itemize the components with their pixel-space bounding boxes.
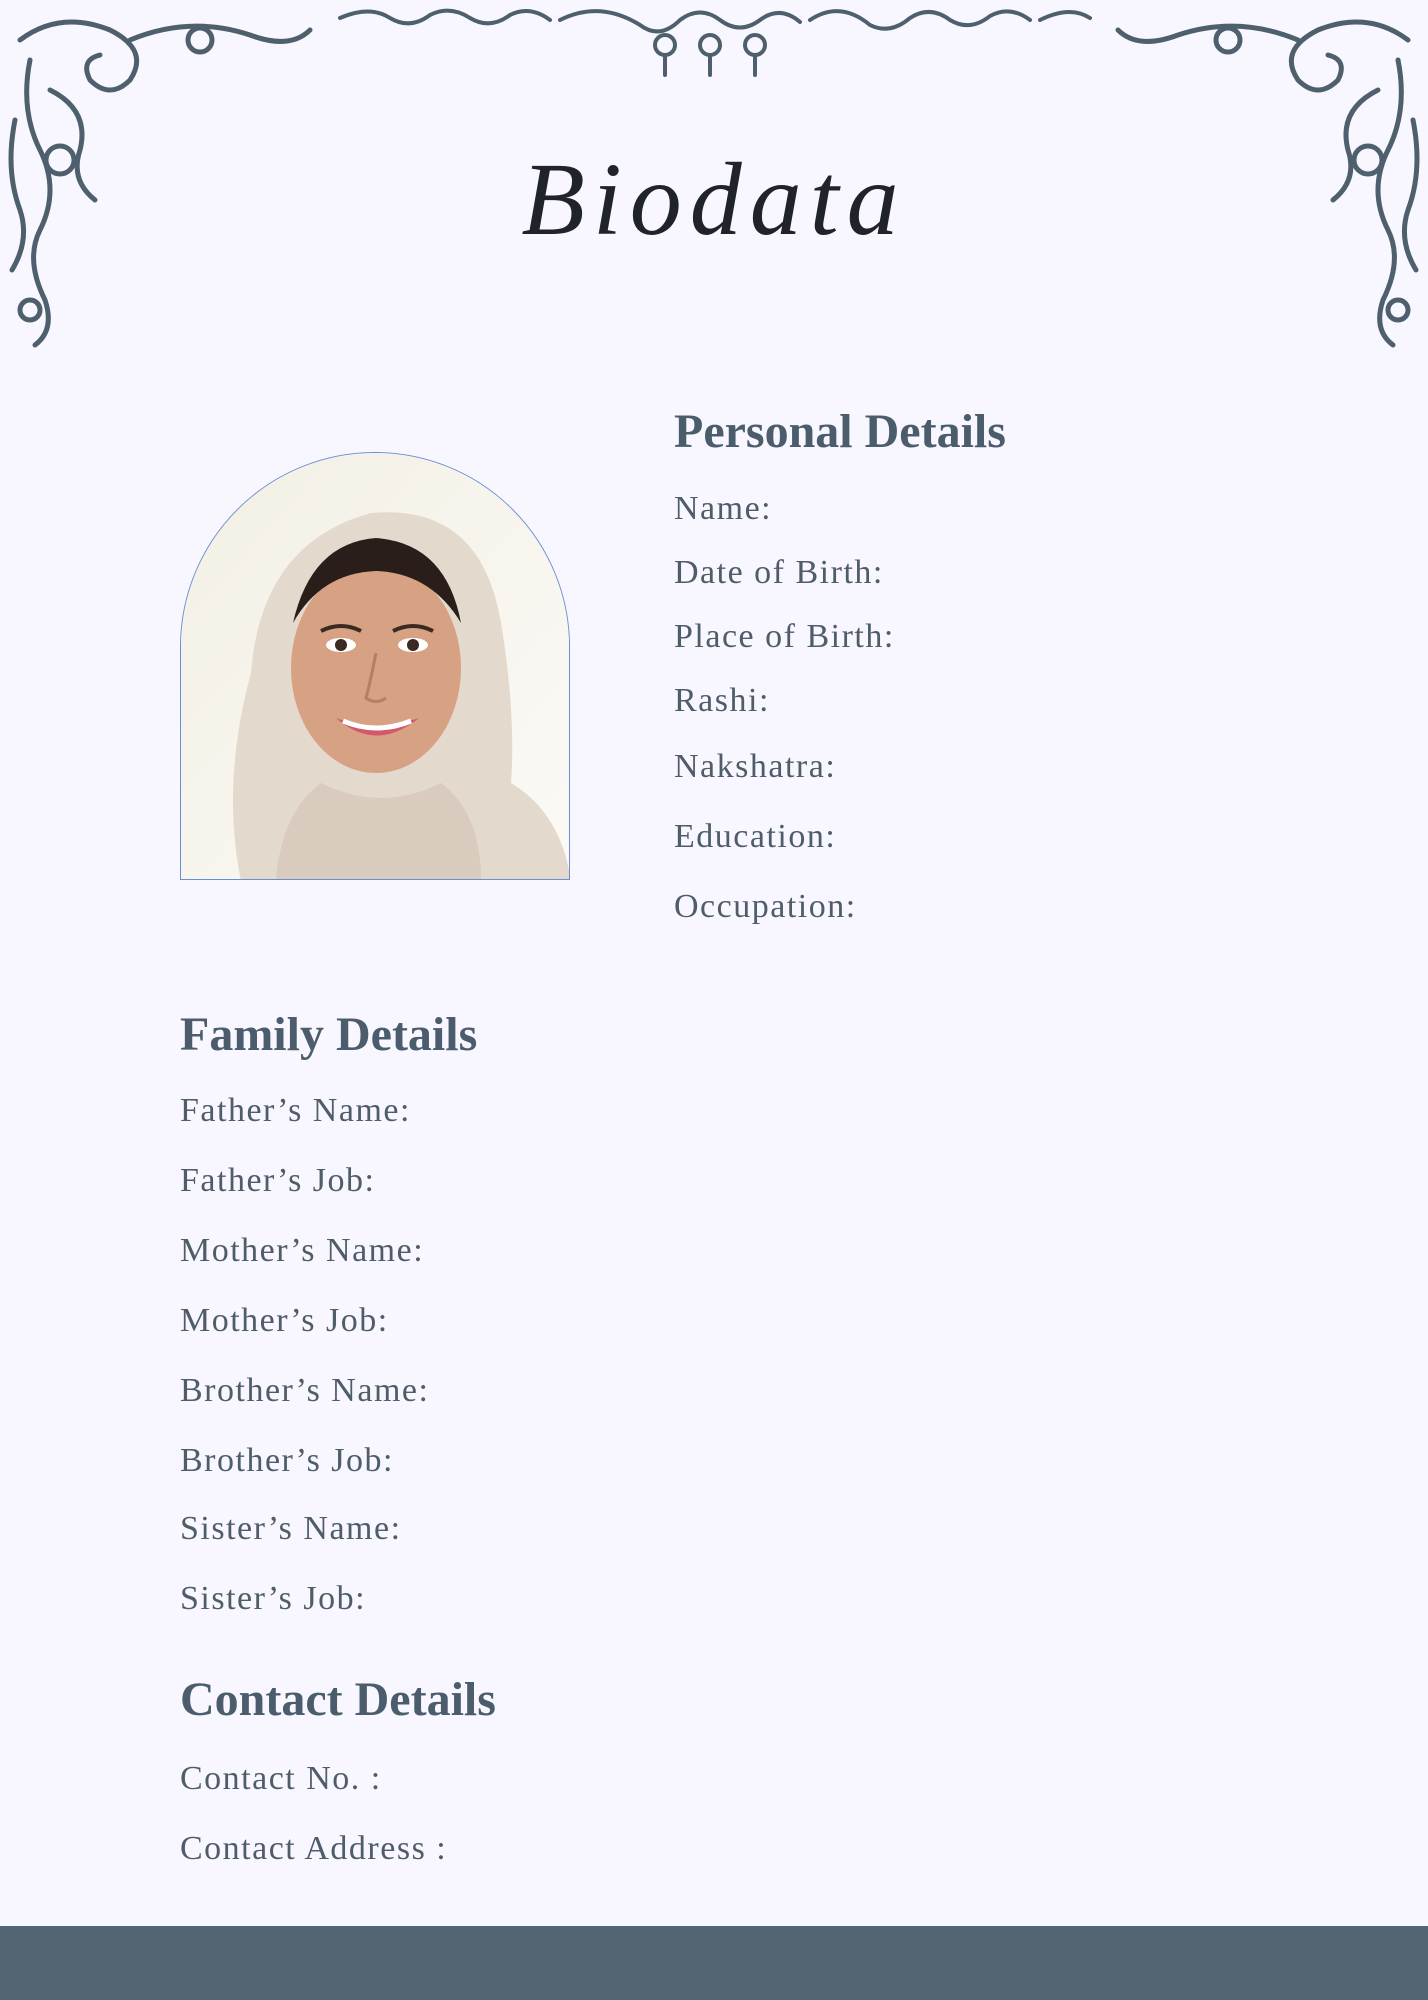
personal-details-heading: Personal Details (674, 405, 1006, 458)
contact-details-heading: Contact Details (180, 1673, 496, 1726)
contact-number-label: Contact No. : (180, 1760, 382, 1797)
contact-address-label: Contact Address : (180, 1830, 448, 1867)
fathers-name-label: Father’s Name: (180, 1092, 411, 1129)
brothers-job-label: Brother’s Job: (180, 1442, 394, 1479)
profile-photo (180, 452, 570, 880)
fathers-job-label: Father’s Job: (180, 1162, 376, 1199)
nakshatra-label: Nakshatra: (674, 748, 837, 785)
occupation-label: Occupation: (674, 888, 857, 925)
sisters-job-label: Sister’s Job: (180, 1580, 367, 1617)
footer-bar (0, 1926, 1428, 2000)
portrait-illustration (181, 453, 570, 880)
rashi-label: Rashi: (674, 682, 770, 719)
education-label: Education: (674, 818, 837, 855)
top-center-flourish (340, 11, 1090, 75)
place-of-birth-label: Place of Birth: (674, 618, 895, 655)
document-title: Biodata (521, 142, 907, 257)
mothers-job-label: Mother’s Job: (180, 1302, 389, 1339)
brothers-name-label: Brother’s Name: (180, 1372, 430, 1409)
mothers-name-label: Mother’s Name: (180, 1232, 425, 1269)
family-details-heading: Family Details (180, 1008, 478, 1061)
date-of-birth-label: Date of Birth: (674, 554, 884, 591)
name-label: Name: (674, 490, 773, 527)
sisters-name-label: Sister’s Name: (180, 1510, 402, 1547)
